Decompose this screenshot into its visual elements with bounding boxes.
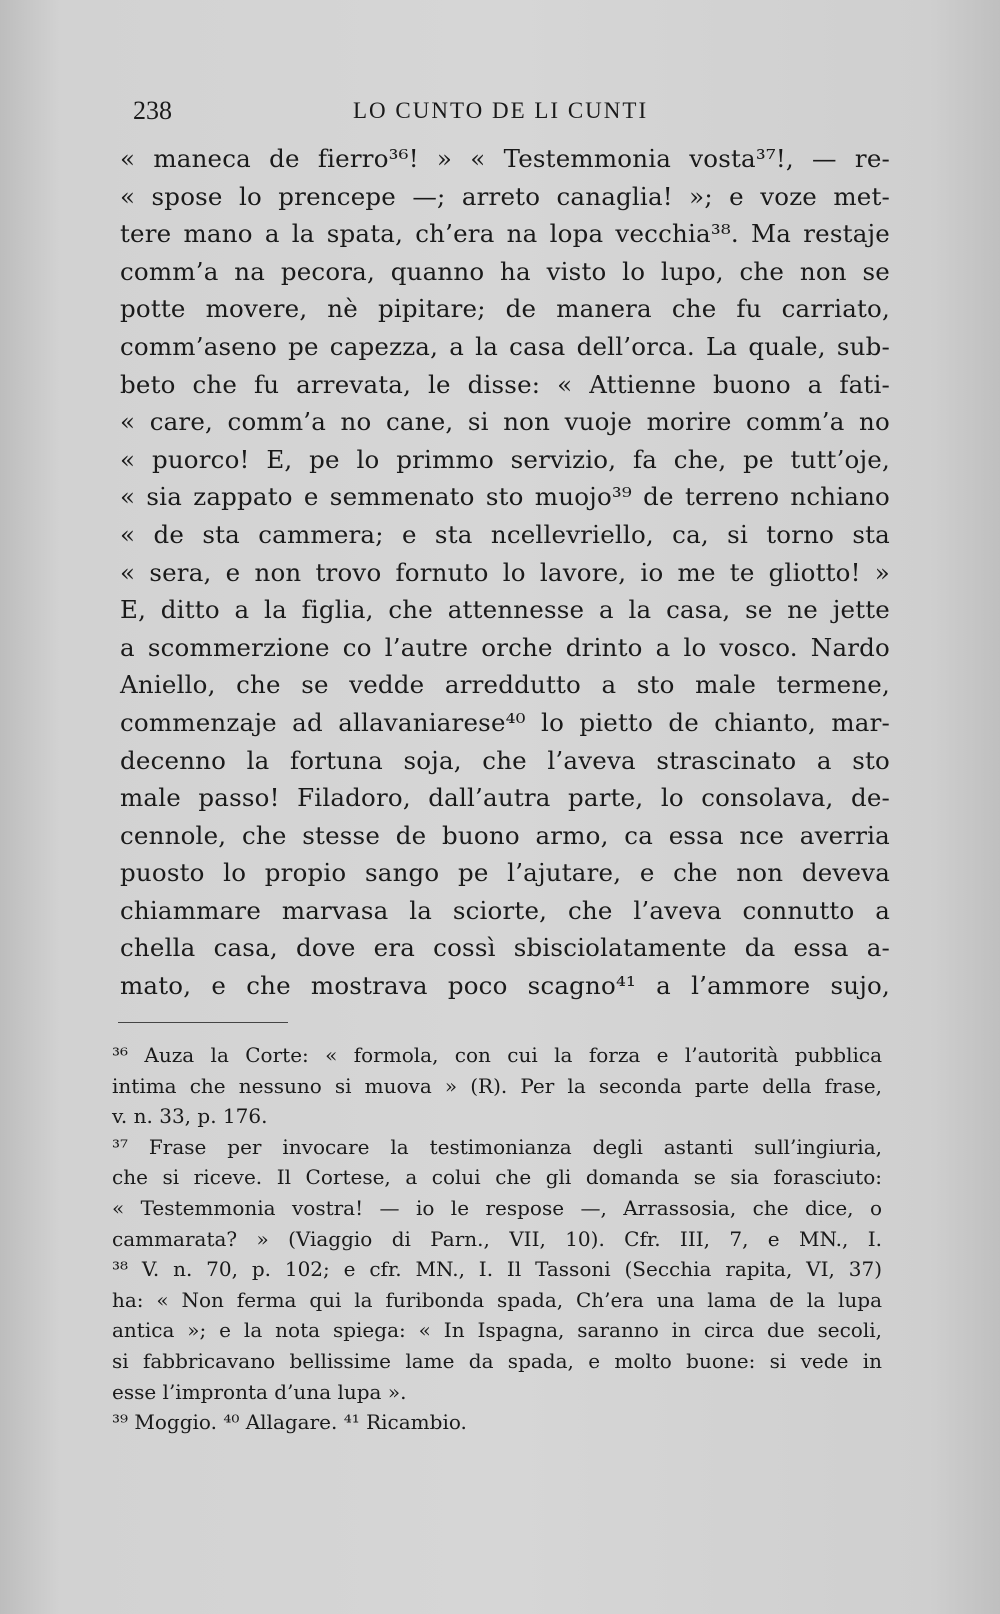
text-line: Aniello, che se vedde arreddutto a sto male termene,: [120, 670, 890, 700]
text-line: chella casa, dove era cossì sbisciolatamente da essa a-: [120, 933, 890, 963]
text-line: comm’aseno pe capezza, a la casa dell’orca. La quale, sub-: [120, 331, 890, 361]
main-text: [120, 140, 890, 1005]
footnote-line: « Testemmonia vostra! — io le respose —, Arrassosia, che dice, o: [112, 1195, 882, 1220]
page-number: 238: [133, 96, 172, 125]
footnote-line: che si riceve. Il Cortese, a colui che gli domanda se sia forasciuto:: [112, 1165, 882, 1190]
footnote-line: ³⁷ Frase per invocare la testimonianza degli astanti sull’ingiuria,: [112, 1134, 882, 1159]
footnote-line: ³⁹ Moggio. ⁴⁰ Allagare. ⁴¹ Ricambio.: [112, 1410, 467, 1435]
text-line: « sera, e non trovo fornuto lo lavore, io me te gliotto! »: [120, 557, 890, 587]
footnote-divider: [118, 1022, 288, 1023]
text-line: decenno la fortuna soja, che l’aveva strascinato a sto: [120, 745, 890, 775]
footnote-line: cammarata? » (Viaggio di Parn., VII, 10). Cfr. III, 7, e MN., I.: [112, 1226, 882, 1251]
text-line: potte movere, nè pipitare; de manera che fu carriato,: [120, 294, 890, 324]
text-line: « de sta cammera; e sta ncellevriello, ca, si torno sta: [120, 519, 890, 549]
footnote-line: intima che nessuno si muova » (R). Per la seconda parte della frase,: [112, 1073, 882, 1098]
text-line: mato, e che mostrava poco scagno⁴¹ a l’ammore sujo,: [120, 971, 890, 1001]
text-line: commenzaje ad allavaniarese⁴⁰ lo pietto de chianto, mar-: [120, 707, 890, 737]
text-line: chiammare marvasa la sciorte, che l’aveva connutto a: [120, 895, 890, 925]
text-line: comm’a na pecora, quanno ha visto lo lupo, che non se: [120, 256, 890, 286]
text-line: a scommerzione co l’autre orche drinto a lo vosco. Nardo: [120, 632, 890, 662]
text-line: « sia zappato e semmenato sto muojo³⁹ de terreno nchiano: [120, 482, 890, 512]
footnotes: [112, 1040, 882, 1438]
footnote-line: ³⁸ V. n. 70, p. 102; e cfr. MN., I. Il Tassoni (Secchia rapita, VI, 37): [112, 1257, 882, 1282]
footnote-line: antica »; e la nota spiega: « In Ispagna, saranno in circa due secoli,: [112, 1318, 882, 1343]
running-title: LO CUNTO DE LI CUNTI: [353, 98, 649, 123]
footnote-line: ha: « Non ferma qui la furibonda spada, Ch’era una lama de la lupa: [112, 1287, 882, 1312]
text-line: « maneca de fierro³⁶! » « Testemmonia vosta³⁷!, — re-: [120, 144, 890, 173]
footnote-line: esse l’impronta d’una lupa ».: [112, 1379, 407, 1404]
footnote-line: v. n. 33, p. 176.: [112, 1104, 268, 1129]
text-line: « care, comm’a no cane, si non vuoje morire comm’a no: [120, 407, 890, 437]
text-line: tere mano a la spata, ch’era na lopa vecchia³⁸. Ma restaje: [120, 219, 890, 249]
text-line: puosto lo propio sango pe l’ajutare, e che non deveva: [120, 858, 890, 888]
text-line: « spose lo prencepe —; arreto canaglia! »; e voze met-: [120, 181, 890, 211]
text-line: « puorco! E, pe lo primmo servizio, fa che, pe tutt’oje,: [120, 444, 890, 474]
footnote-line: si fabbricavano bellissime lame da spada, e molto buone: si vede in: [112, 1348, 882, 1373]
text-line: cennole, che stesse de buono armo, ca essa nce averria: [120, 820, 890, 850]
page-header: [133, 96, 893, 136]
footnote-line: ³⁶ Auza la Corte: « formola, con cui la forza e l’autorità pubblica: [112, 1043, 882, 1067]
text-line: beto che fu arrevata, le disse: « Attienne buono a fati-: [120, 369, 890, 399]
text-line: E, ditto a la figlia, che attennesse a la casa, se ne jette: [120, 595, 890, 625]
text-line: male passo! Filadoro, dall’autra parte, lo consolava, de-: [120, 783, 890, 813]
